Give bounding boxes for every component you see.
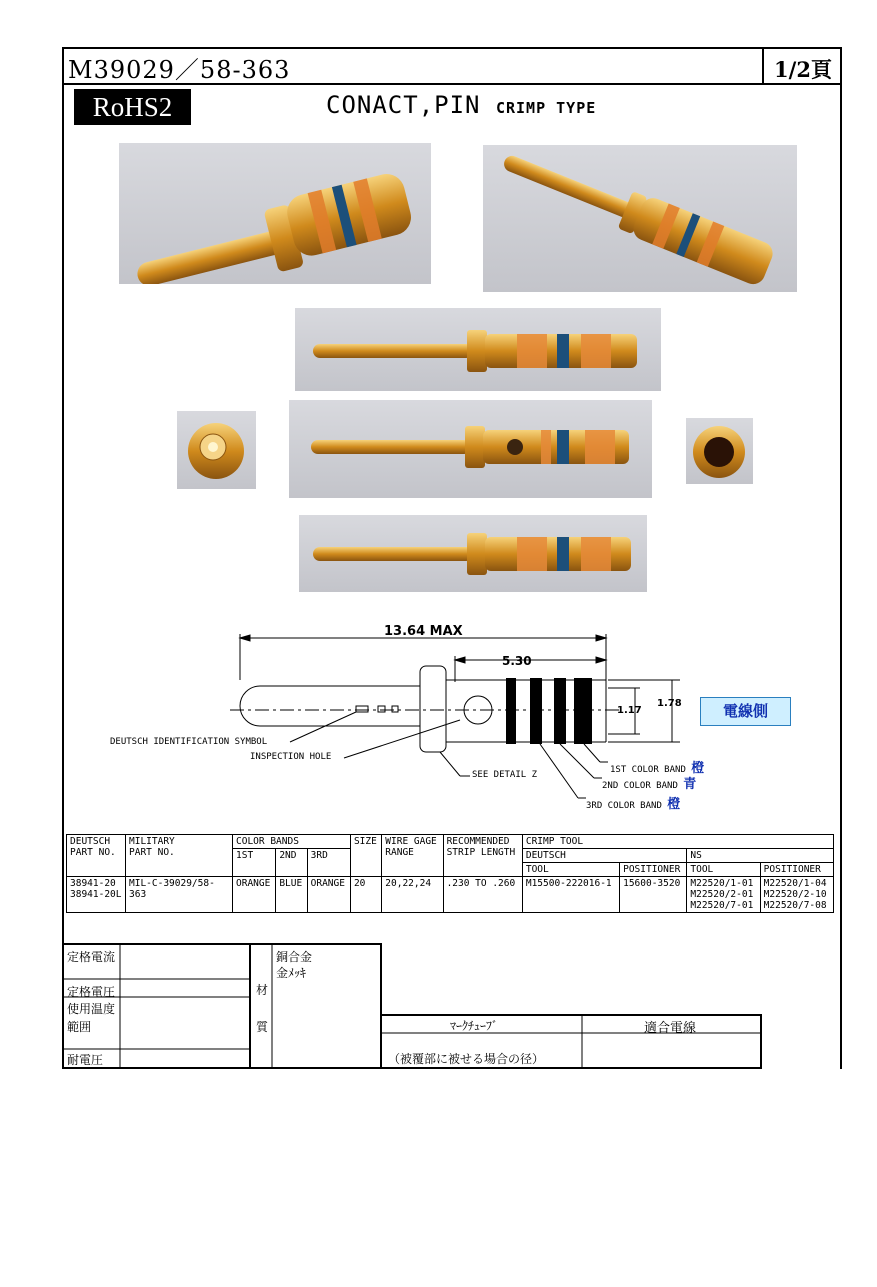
label-temp-range-2: 範囲 [67,1020,92,1034]
dim-outer-dia: 1.78 [657,698,682,709]
label-band-2 [602,773,696,792]
spec-table [66,834,834,913]
product-subtitle [326,91,596,119]
cell-deutsch-part: 38941-20 38941-20L [67,877,126,913]
cell-band-1: ORANGE [233,877,276,913]
label-identification-symbol: DEUTSCH IDENTIFICATION SYMBOL [110,737,268,747]
cell-military-part: MIL-C-39029/58-363 [126,877,233,913]
th-size: SIZE [350,835,381,877]
label-see-detail: SEE DETAIL Z [472,770,538,780]
label-rated-voltage: 定格電圧 [67,985,116,999]
photo-end-barrel [686,418,753,484]
label-temp-range-1: 使用温度 [67,1002,116,1016]
photo-side-bottom [299,515,647,592]
band-1-text: 1ST COLOR BAND [610,765,686,775]
cell-size: 20 [350,877,381,913]
rating-material-block [62,943,382,1069]
photo-side-middle [289,400,652,498]
th-crimp-tool: CRIMP TOOL [522,835,833,849]
dim-inner-dia: 1.17 [617,705,642,716]
photo-angled-right [483,145,797,292]
photo-side-top [295,308,661,391]
th-band-3rd: 3RD [307,849,350,877]
th-band-1st: 1ST [233,849,276,877]
th-military-part: MILITARY PART NO. [126,835,233,877]
label-material-1: 材 [256,983,269,997]
subtitle-main: CONACT,PIN [326,91,481,119]
wire-side-callout: 電線側 [700,697,791,726]
label-rated-current: 定格電流 [67,950,116,964]
th-deutsch-part: DEUTSCH PART NO. [67,835,126,877]
material-value-1: 銅合金 [276,950,313,964]
th-band-2nd: 2ND [276,849,307,877]
document-title: M39029／58-363 [68,56,291,84]
band-2-text: 2ND COLOR BAND [602,781,678,791]
table-row [67,877,834,913]
label-band-3 [586,793,680,812]
th-wire-gage: WIRE GAGE RANGE [382,835,443,877]
cell-strip-length: .230 TO .260 [443,877,522,913]
cell-deutsch-tool: M15500-222016-1 [522,877,619,913]
th-crimp-ns: NS [687,849,834,863]
rohs-badge: RoHS2 [74,89,191,125]
cell-band-3: ORANGE [307,877,350,913]
label-mark-tube: ﾏｰｸﾁｭｰﾌﾞ [450,1019,499,1033]
label-withstand-voltage: 耐電圧 [67,1053,104,1067]
label-material-2: 質 [256,1020,269,1034]
th-strip-length: RECOMMENDED STRIP LENGTH [443,835,522,877]
th-ns-positioner: POSITIONER [760,863,833,877]
mark-tube-block [382,1014,762,1069]
page-number-divider [762,47,764,83]
th-color-bands: COLOR BANDS [233,835,351,849]
page-number: 1/2頁 [774,57,832,82]
subtitle-sub: CRIMP TYPE [495,99,597,117]
th-deutsch-positioner: POSITIONER [620,863,687,877]
band-3-color-jp: 橙 [667,797,681,812]
photo-angled-left [119,143,431,284]
note-cover-diameter: （被覆部に被せる場合の径） [388,1052,545,1066]
cell-wire-gage: 20,22,24 [382,877,443,913]
material-value-2: 金ﾒｯｷ [276,966,307,980]
band-1-color-jp: 橙 [691,761,705,776]
label-inspection-hole: INSPECTION HOLE [250,752,332,762]
th-deutsch-tool: TOOL [522,863,619,877]
th-crimp-deutsch: DEUTSCH [522,849,687,863]
cell-ns-tool: M22520/1-01 M22520/2-01 M22520/7-01 [687,877,760,913]
label-applicable-wire: 適合電線 [644,1021,697,1036]
cell-deutsch-positioner: 15600-3520 [620,877,687,913]
cell-band-2: BLUE [276,877,307,913]
photo-end-pin [177,411,256,489]
band-3-text: 3RD COLOR BAND [586,801,662,811]
cell-ns-positioner: M22520/1-04 M22520/2-10 M22520/7-08 [760,877,833,913]
dim-overall-length: 13.64 MAX [384,624,463,639]
band-2-color-jp: 青 [683,777,697,792]
th-ns-tool: TOOL [687,863,760,877]
dim-barrel-length: 5.30 [502,654,532,668]
